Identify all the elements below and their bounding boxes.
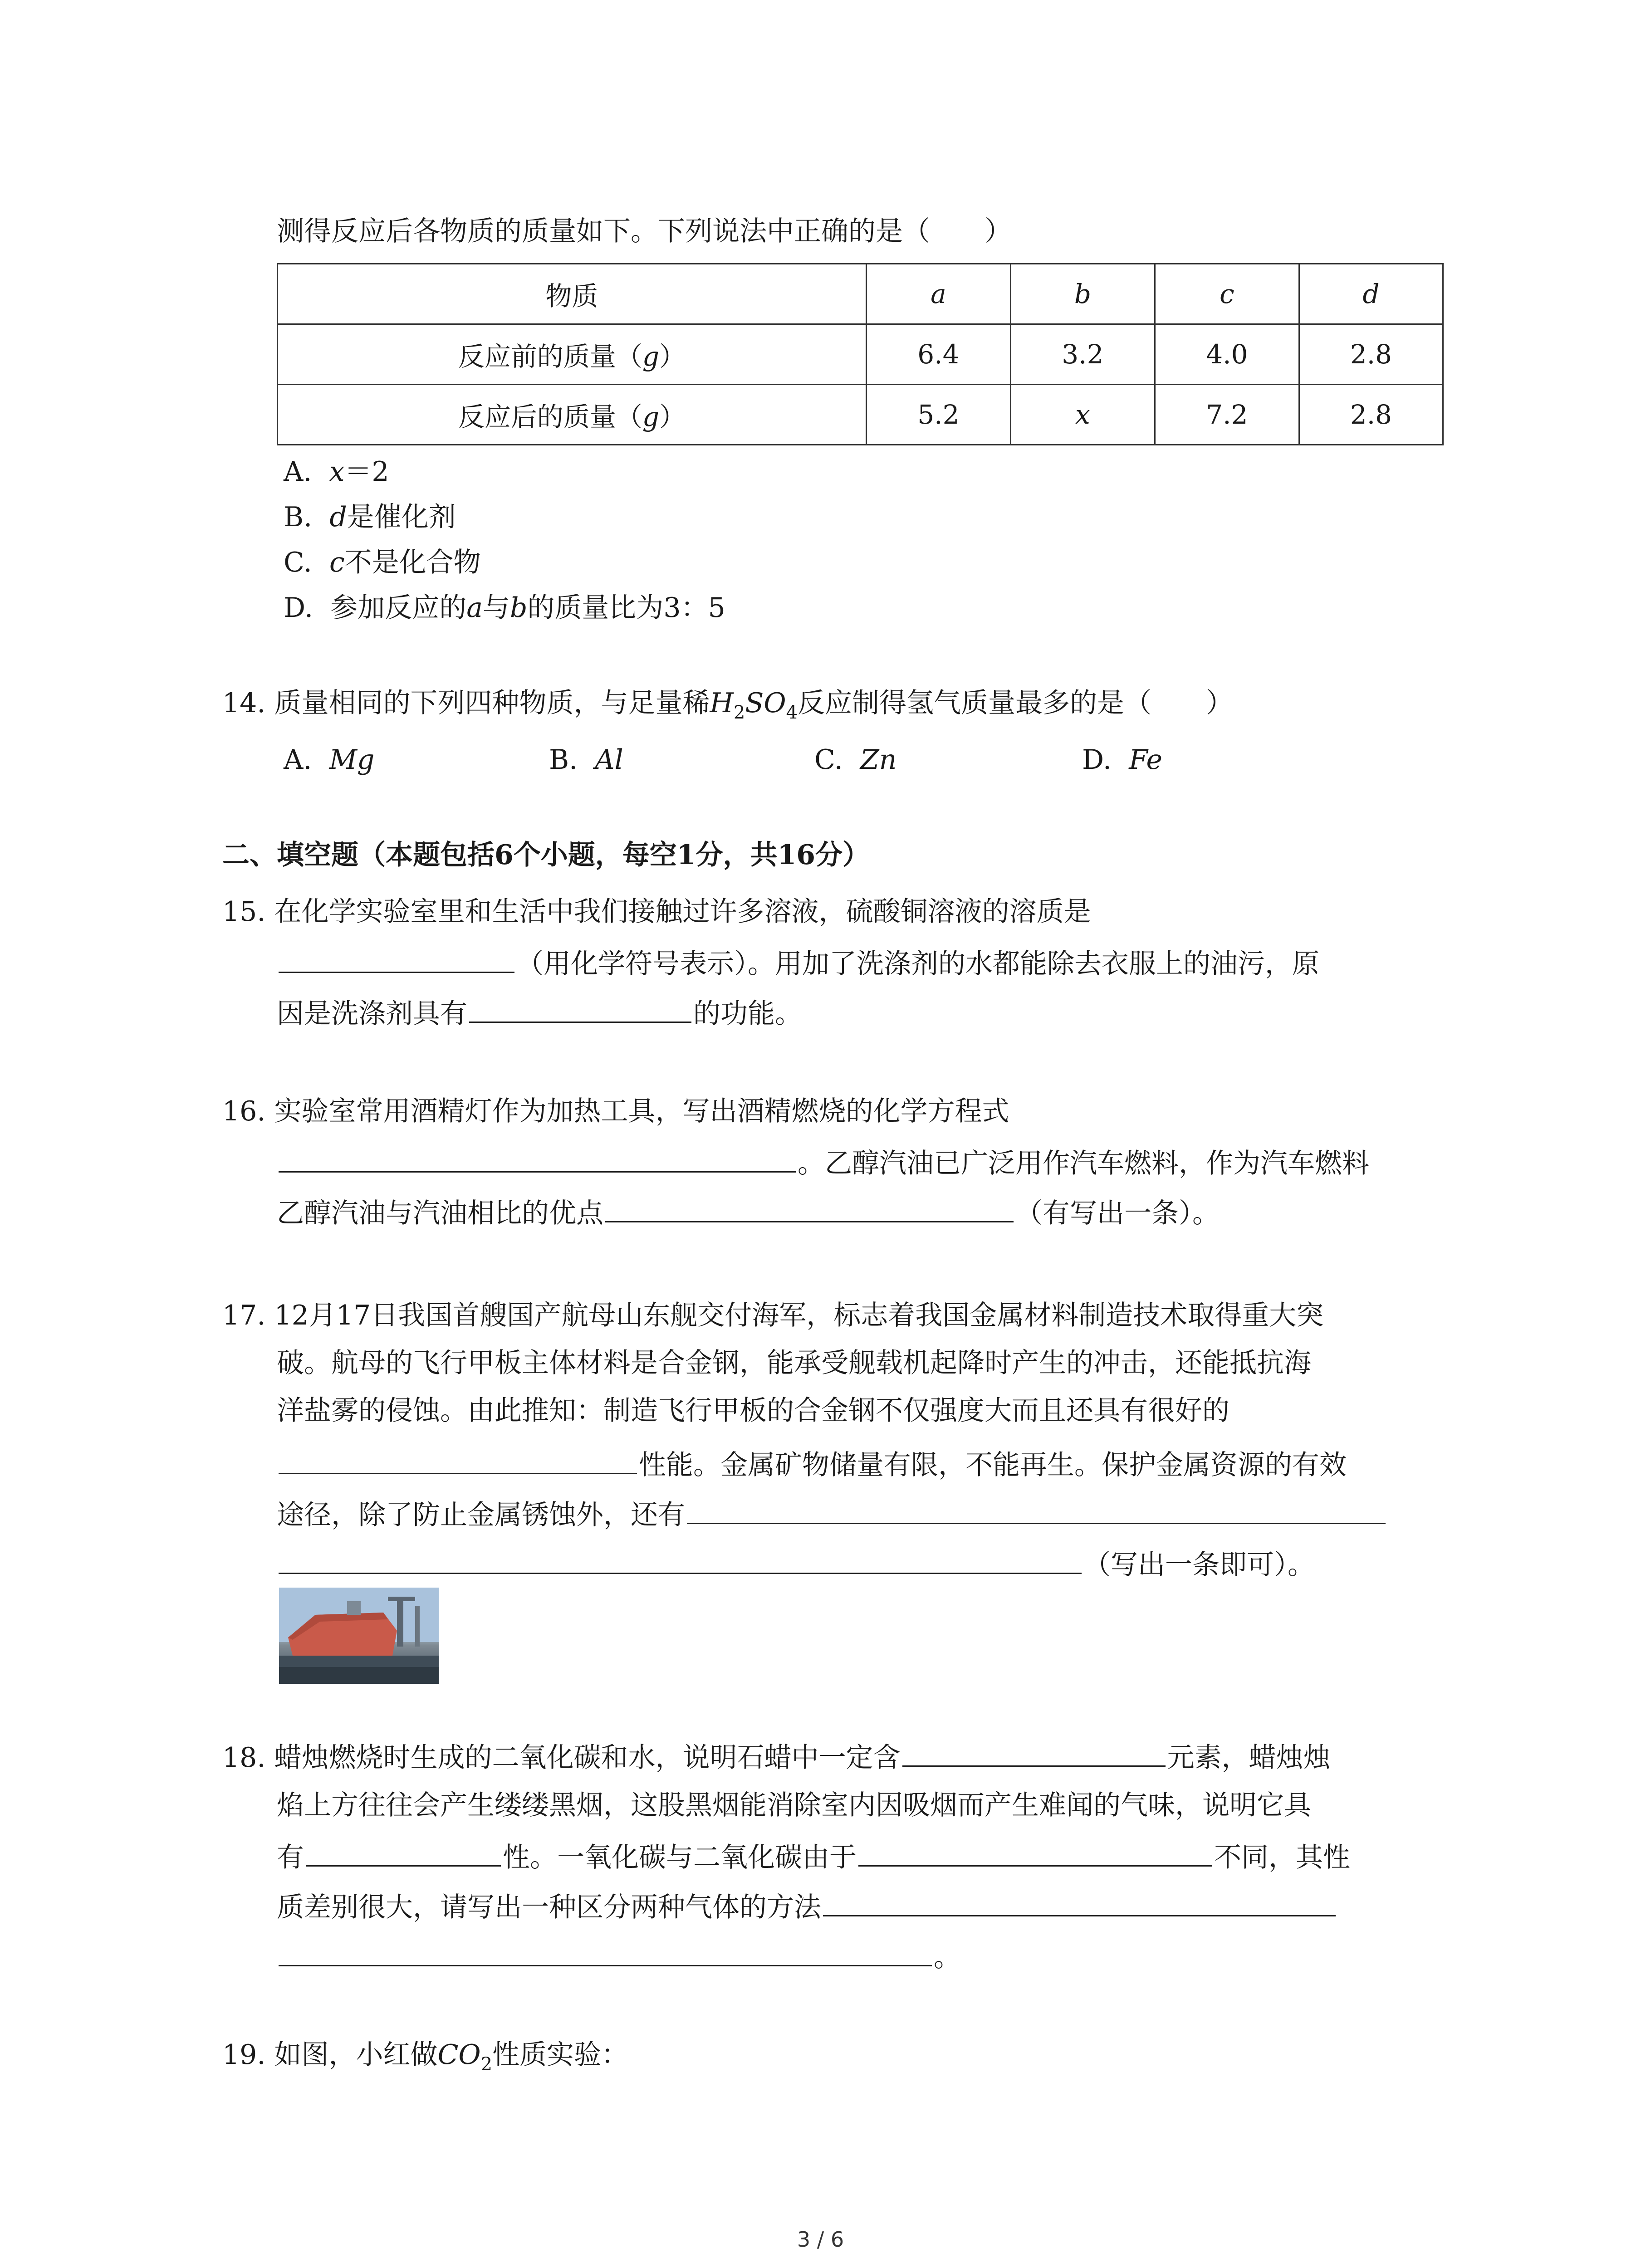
table-header-cell: 物质 (278, 264, 867, 324)
q16-line-1: 16. 实验室常用酒精灯作为加热工具，写出酒精燃烧的化学方程式 (222, 1095, 1009, 1127)
q14-stem: 14. 质量相同的下列四种物质，与足量稀$H_2SO_4$反应制得氢气质量最多的是（ ） (222, 687, 1234, 723)
q14-option-c: C. Zn (814, 744, 897, 776)
q18-line-4: 质差别很大，请写出一种区分两种气体的方法 (277, 1887, 1337, 1926)
table-cell: 7.2 (1155, 385, 1299, 445)
q14-option-b: B. Al (549, 744, 623, 776)
table-cell: 3.2 (1010, 324, 1155, 385)
table-header-row (278, 264, 1443, 324)
table-cell: 6.4 (866, 324, 1010, 385)
table-row-label: 反应后的质量（g） (278, 385, 867, 445)
q14-option-d: D. Fe (1082, 744, 1163, 776)
q19-stem: 19. 如图，小红做$CO_2$性质实验： (222, 2039, 629, 2075)
table-cell: 2.8 (1299, 324, 1443, 385)
q13-option-d: D. 参加反应的a与b的质量比为3：5 (284, 592, 725, 624)
q15-line-1: 15. 在化学实验室里和生活中我们接触过许多溶液，硫酸铜溶液的溶质是 (222, 896, 1091, 928)
section-title: 二、填空题（本题包括6个小题，每空1分，共16分） (222, 839, 870, 871)
table-cell: x (1010, 385, 1155, 445)
answer-blank[interactable] (902, 1737, 1166, 1767)
q15-line-3: 因是洗涤剂具有 的功能。 (277, 993, 802, 1032)
q16-line-2: 。乙醇汽油已广泛用作汽车燃料，作为汽车燃料 (277, 1143, 1369, 1182)
q13-option-b: B. d是催化剂 (284, 501, 456, 533)
table-row-label: 反应前的质量（g） (278, 324, 867, 385)
q17-line-4: 性能。金属矿物储量有限，不能再生。保护金属资源的有效 (277, 1445, 1347, 1483)
q13-option-c: C. c不是化合物 (284, 547, 481, 578)
answer-blank[interactable] (279, 1445, 637, 1474)
aircraft-carrier-photo (279, 1588, 439, 1684)
aircraft-carrier-icon (279, 1588, 439, 1684)
table-header-cell: c (1155, 264, 1299, 324)
table-cell: 5.2 (866, 385, 1010, 445)
answer-blank[interactable] (279, 1545, 1082, 1574)
answer-blank[interactable] (469, 993, 691, 1023)
table-cell: 2.8 (1299, 385, 1443, 445)
q17-line-3: 洋盐雾的侵蚀。由此推知：制造飞行甲板的合金钢不仅强度大而且还具有很好的 (277, 1395, 1230, 1427)
answer-blank[interactable] (279, 943, 514, 973)
answer-blank[interactable] (279, 1937, 932, 1966)
q17-line-1: 17. 12月17日我国首艘国产航母山东舰交付海军，标志着我国金属材料制造技术取得重大突 (222, 1300, 1324, 1331)
table-cell: 4.0 (1155, 324, 1299, 385)
q18-line-5: 。 (277, 1937, 961, 1975)
q17-line-5: 途径，除了防止金属锈蚀外，还有 (277, 1495, 1387, 1533)
q16-line-3: 乙醇汽油与汽油相比的优点 （有写出一条）。 (277, 1193, 1220, 1232)
table-row (278, 385, 1443, 445)
answer-blank[interactable] (306, 1837, 501, 1867)
q17-line-2: 破。航母的飞行甲板主体材料是合金钢，能承受舰载机起降时产生的冲击，还能抵抗海 (277, 1347, 1311, 1379)
answer-blank[interactable] (823, 1887, 1336, 1916)
q13-mass-table (277, 263, 1444, 445)
table-header-cell: a (866, 264, 1010, 324)
answer-blank[interactable] (687, 1495, 1386, 1524)
table-header-cell: b (1010, 264, 1155, 324)
q13-intro: 测得反应后各物质的质量如下。下列说法中正确的是（ ） (277, 215, 1012, 247)
table-row (278, 324, 1443, 385)
answer-blank[interactable] (279, 1143, 796, 1173)
q18-line-3: 有 性。一氧化碳与二氧化碳由于 不同，其性 (277, 1837, 1350, 1876)
answer-blank[interactable] (858, 1837, 1212, 1867)
table-header-cell: d (1299, 264, 1443, 324)
q17-line-6: （写出一条即可）。 (277, 1545, 1315, 1583)
q15-line-2: （用化学符号表示）。用加了洗涤剂的水都能除去衣服上的油污，原 (277, 943, 1319, 982)
page-number: 3 / 6 (797, 2227, 844, 2252)
q18-line-2: 焰上方往往会产生缕缕黑烟，这股黑烟能消除室内因吸烟而产生难闻的气味，说明它具 (277, 1789, 1311, 1821)
q13-option-a: A. x＝2 (284, 456, 389, 488)
answer-blank[interactable] (605, 1193, 1014, 1222)
q18-line-1: 18. 蜡烛燃烧时生成的二氧化碳和水，说明石蜡中一定含 元素，蜡烛烛 (222, 1737, 1331, 1776)
q14-option-a: A. Mg (284, 744, 375, 776)
